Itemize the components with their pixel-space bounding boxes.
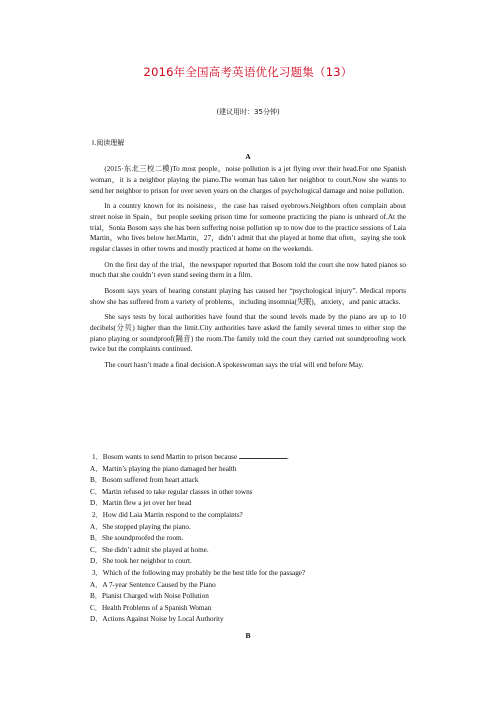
question-2: 2．How did Laia Martin respond to the complaints?: [92, 510, 243, 519]
paragraph: Bosom says years of hearing constant playing has caused her “psychological injury”. Medical reports show she has suffered from a variety of problems，including insomnia(失眠)，anxiety，and panic attacks.: [90, 286, 406, 306]
paragraph: The court hasn’t made a final decision.A spokeswoman says the trial will end before May.: [104, 360, 364, 369]
question-list: [90, 451, 406, 626]
passage-a-body: [90, 164, 406, 375]
suggested-time: (建议用时：35分钟): [216, 108, 280, 116]
question-stem-end: .: [286, 453, 289, 461]
question-1: [90, 451, 406, 464]
option: B．Pianist Charged with Noise Pollution: [90, 592, 209, 601]
passage-a-label: A: [245, 152, 251, 161]
option: D．Martin flew a jet over her head: [90, 499, 192, 508]
section-heading: Ⅰ.阅读理解: [92, 139, 125, 147]
option: B．She soundproofed the room.: [90, 534, 184, 543]
paragraph: (2015·东北三校二模)To most people，noise pollution is a jet flying over their head.For one Spanish woman，it is a neighbor playing the piano.The woman has taken her neighbor to court.Now she wants to send her neighbor to prison for over seven years on the charges of psychological damage and noise pollution.: [90, 165, 406, 195]
passage-b-label: B: [245, 631, 251, 640]
question-3: 3．Which of the following may probably be the best title for the passage?: [92, 568, 306, 577]
option: A．A 7-year Sentence Caused by the Piano: [90, 580, 216, 589]
option: C．She didn’t admit she played at home.: [90, 545, 209, 554]
option: B．Bosom suffered from heart attack: [90, 476, 199, 485]
option: D．She took her neighbor to court.: [90, 557, 192, 566]
answer-blank: [239, 451, 287, 459]
option: A．Martin’s playing the piano damaged her health: [90, 464, 237, 473]
document-title: 2016年全国高考英语优化习题集（13）: [143, 65, 353, 79]
option: C．Martin refused to take regular classes in other towns: [90, 487, 253, 496]
option: A．She stopped playing the piano.: [90, 522, 191, 531]
paragraph: In a country known for its noisiness，the case has raised eyebrows.Neighbors often complain about street noise in Spain，but people seeking prison time for someone practicing the piano is unheard of.At the trial，Sonia Bosom says she has been suffering noise pollution up to now due to the practice sessions of Laia Martin，who lives below her.Martin，27，didn’t admit that she played at home that often，saying she took regular classes in other towns and mostly practiced at home on the weekends.: [90, 201, 406, 254]
paragraph: She says tests by local authorities have found that the sound levels made by the piano are up to 10 decibels(分贝) higher than the limit.City authorities have asked the family several times to either stop the piano playing or soundproof(隔音) the room.The family told the court they carried out soundproofing work twice but the complaints continued.: [90, 312, 406, 354]
paragraph: On the first day of the trial，the newspaper reported that Bosom told the court she now hated pianos so much that she couldn’t even stand seeing them in a film.: [90, 260, 406, 280]
option: C．Health Problems of a Spanish Woman: [90, 603, 212, 612]
option: D．Actions Against Noise by Local Authority: [90, 615, 224, 624]
question-stem: 1．Bosom wants to send Martin to prison because: [92, 453, 238, 461]
